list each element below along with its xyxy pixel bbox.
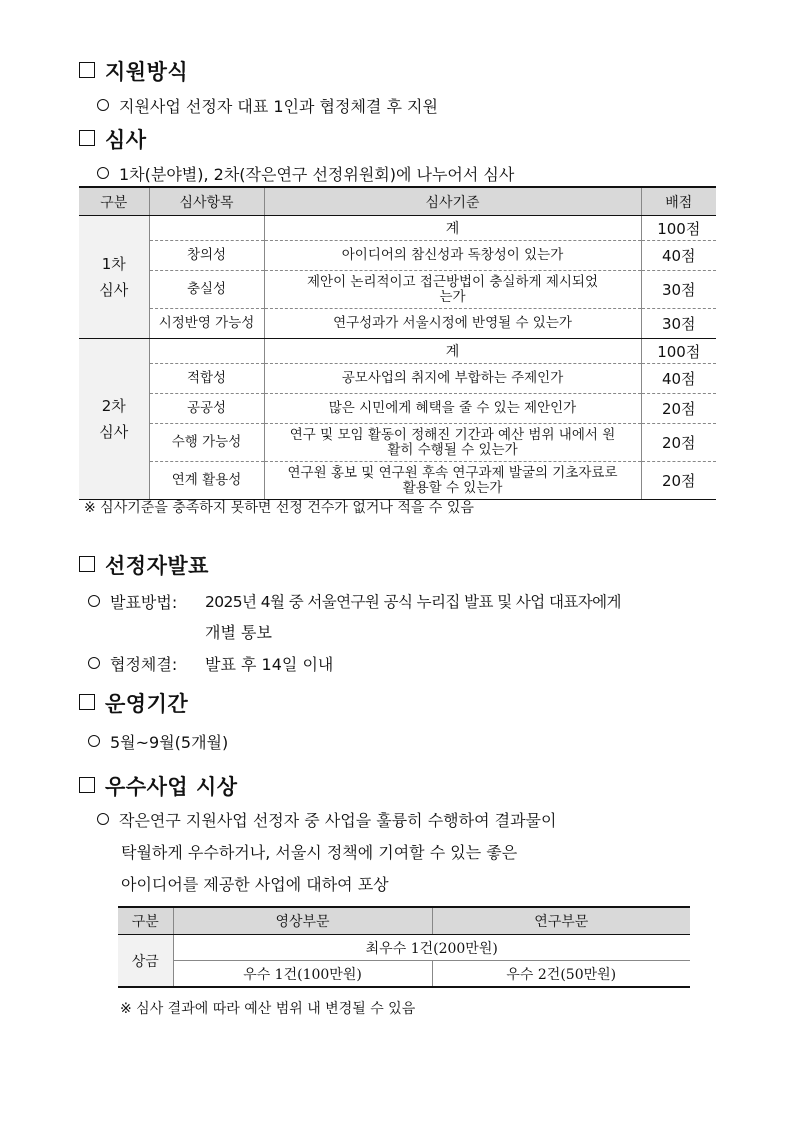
circle-bullet-icon [97, 167, 109, 179]
review-criteria-cell: 공모사업의 취지에 부합하는 주제인가 [264, 364, 641, 394]
award-table [118, 906, 690, 988]
square-bullet-icon [79, 556, 95, 572]
video-prize-cell: 우수 1건(100만원) [173, 961, 432, 988]
header-research: 연구부문 [432, 907, 690, 935]
period-value: 5월~9월(5개월) [88, 730, 228, 753]
review-score-cell: 40점 [641, 241, 716, 271]
review-item-cell: 연계 활용성 [149, 462, 264, 500]
review-score-cell: 30점 [641, 309, 716, 339]
section-review [79, 124, 147, 154]
table-row [79, 394, 716, 424]
square-bullet-icon [79, 130, 95, 146]
award-desc-line3: 아이디어를 제공한 사업에 대하여 포상 [121, 875, 389, 894]
table-row [79, 424, 716, 462]
review-score-cell: 20점 [641, 462, 716, 500]
review-criteria-cell: 연구 및 모임 활동이 정해진 기간과 예산 범위 내에서 원활히 수행될 수 있는가 [264, 424, 641, 462]
review-item-cell: 수행 가능성 [149, 424, 264, 462]
table-row [118, 961, 690, 988]
section-award [79, 771, 238, 801]
review-score-cell: 20점 [641, 394, 716, 424]
review-item: 1차(분야별), 2차(작은연구 선정위원회)에 나누어서 심사 [97, 162, 514, 185]
square-bullet-icon [79, 694, 95, 710]
method-value-line1: 2025년 4월 중 서울연구원 공식 누리집 발표 및 사업 대표자에게 [205, 593, 621, 611]
circle-bullet-icon [88, 735, 100, 747]
square-bullet-icon [79, 777, 95, 793]
table-header-row [118, 907, 690, 935]
section-title: 우수사업 시상 [105, 775, 238, 799]
award-desc-line1: 작은연구 지원사업 선정자 중 사업을 훌륭히 수행하여 결과물이 [97, 808, 556, 831]
method-value-line2: 개별 통보 [205, 623, 272, 642]
review-criteria-cell: 연구원 홍보 및 연구원 후속 연구과제 발굴의 기초자료로 활용할 수 있는가 [264, 462, 641, 500]
table-header-row [79, 187, 716, 216]
review-score-cell: 40점 [641, 364, 716, 394]
section-period [79, 688, 188, 718]
header-criteria: 심사기준 [264, 187, 641, 216]
prize-label: 상금 [118, 935, 173, 988]
table-row [79, 309, 716, 339]
section-announcement [79, 550, 209, 580]
header-item: 심사항목 [149, 187, 264, 216]
square-bullet-icon [79, 62, 95, 78]
announcement-method [88, 590, 177, 613]
top-prize-cell: 최우수 1건(200만원) [173, 935, 690, 961]
review-note: ※ 심사기준을 충족하지 못하면 선정 건수가 없거나 적을 수 있음 [84, 500, 474, 516]
agreement-label: 협정체결: [110, 655, 178, 674]
table-row [79, 462, 716, 500]
method-label: 발표방법: [110, 593, 178, 612]
announcement-agreement [88, 652, 177, 675]
table-row [79, 271, 716, 309]
support-method-item: 지원사업 선정자 대표 1인과 협정체결 후 지원 [97, 94, 438, 117]
review-score-cell: 20점 [641, 424, 716, 462]
section-title: 지원방식 [105, 60, 189, 84]
circle-bullet-icon [97, 99, 109, 111]
agreement-value: 발표 후 14일 이내 [205, 655, 334, 674]
award-note: ※ 심사 결과에 따라 예산 범위 내 변경될 수 있음 [120, 1001, 416, 1017]
table-row [79, 364, 716, 394]
total-score: 100점 [641, 216, 716, 241]
review-item-cell: 적합성 [149, 364, 264, 394]
header-category: 구분 [118, 907, 173, 935]
total-score: 100점 [641, 339, 716, 364]
review-score-cell: 30점 [641, 271, 716, 309]
header-category: 구분 [79, 187, 149, 216]
review-item-cell: 창의성 [149, 241, 264, 271]
header-video: 영상부문 [173, 907, 432, 935]
review-criteria-cell: 아이디어의 참신성과 독창성이 있는가 [264, 241, 641, 271]
research-prize-cell: 우수 2건(50만원) [432, 961, 690, 988]
group-label: 2차 심사 [79, 339, 149, 500]
review-criteria-table [79, 186, 716, 500]
header-score: 배점 [641, 187, 716, 216]
award-desc-line2: 탁월하게 우수하거나, 서울시 정책에 기여할 수 있는 좋은 [121, 843, 518, 862]
review-criteria-cell: 연구성과가 서울시정에 반영될 수 있는가 [264, 309, 641, 339]
table-row [79, 339, 716, 364]
section-title: 선정자발표 [105, 554, 209, 578]
circle-bullet-icon [97, 813, 109, 825]
table-row [79, 241, 716, 271]
section-title: 운영기간 [105, 692, 189, 716]
circle-bullet-icon [88, 595, 100, 607]
section-support-method [79, 56, 188, 86]
review-criteria-cell: 많은 시민에게 혜택을 줄 수 있는 제안인가 [264, 394, 641, 424]
table-row [79, 216, 716, 241]
total-label: 계 [264, 339, 641, 364]
total-label: 계 [264, 216, 641, 241]
review-item-cell: 공공성 [149, 394, 264, 424]
review-criteria-cell: 제안이 논리적이고 접근방법이 충실하게 제시되었는가 [264, 271, 641, 309]
table-row [118, 935, 690, 961]
review-item-cell: 시정반영 가능성 [149, 309, 264, 339]
section-title: 심사 [105, 128, 147, 152]
review-item-cell: 충실성 [149, 271, 264, 309]
group-label: 1차 심사 [79, 216, 149, 339]
circle-bullet-icon [88, 657, 100, 669]
